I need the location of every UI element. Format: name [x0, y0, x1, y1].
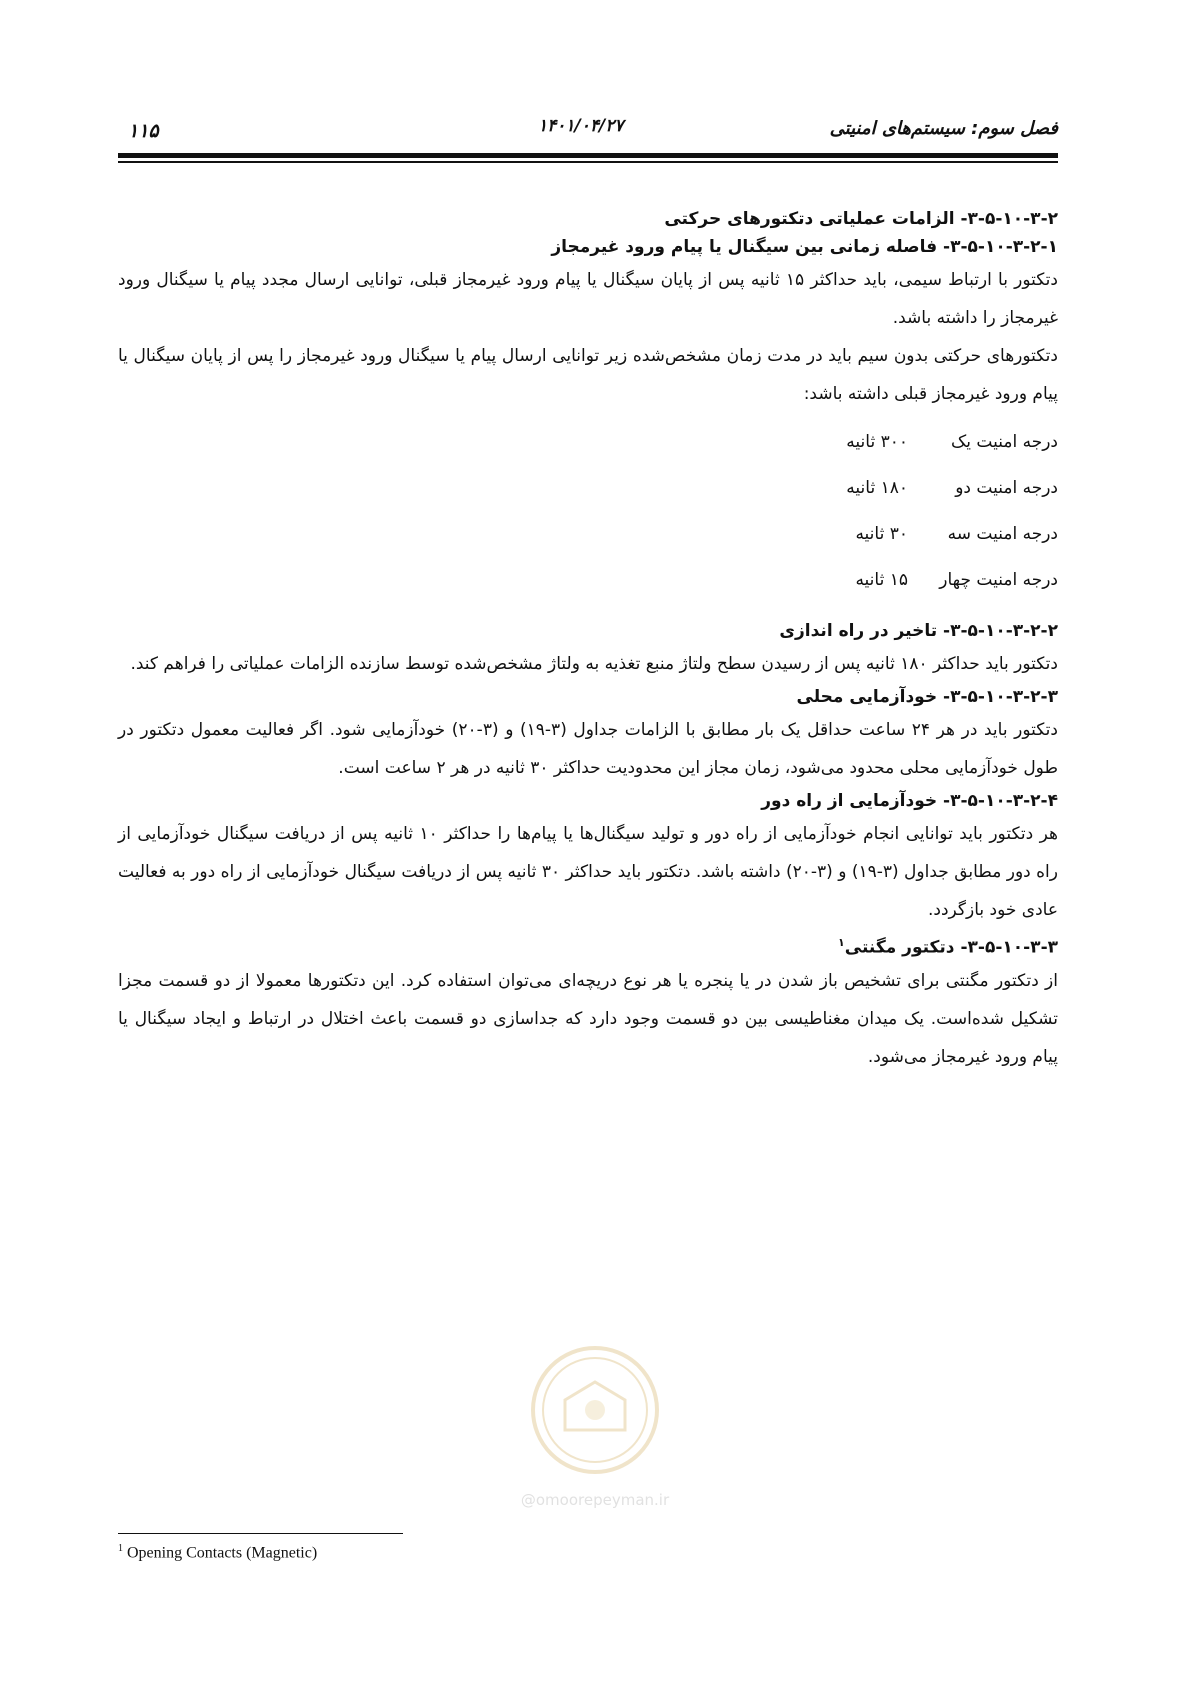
- grade-name: درجه امنیت یک: [951, 432, 1058, 452]
- footnote-number: 1: [118, 1543, 123, 1554]
- grade-name: درجه امنیت دو: [955, 478, 1058, 498]
- grade-row: [118, 511, 1058, 557]
- grade-value: ۱۵ ثانیه: [855, 570, 908, 590]
- chapter-title: فصل سوم: سیستم‌های امنیتی: [829, 118, 1058, 139]
- footnote-marker: ۱: [838, 936, 845, 949]
- document-body: [118, 205, 1058, 1076]
- footnote-rule: [118, 1533, 403, 1534]
- paragraph: از دتکتور مگنتی برای تشخیص باز شدن در یا پنجره یا هر نوع دریچه‌ای می‌توان استفاده کرد. این دتکتورها معمولا از دو قسمت مجزا تشکیل شده‌است. یک میدان مغناطیسی بین دو قسمت وجود دارد که جداسازی دو قسمت باعث اختلال در ارتباط و ایجاد سیگنال یا پیام ورود غیرمجاز می‌شود.: [118, 970, 1058, 1067]
- subsection-heading: ۳-۵-۱۰-۳-۲-۳- خودآزمایی محلی: [796, 687, 1058, 707]
- section-heading: [118, 929, 1058, 962]
- grade-name: درجه امنیت سه: [947, 524, 1058, 544]
- paragraph: دتکتورهای حرکتی بدون سیم باید در مدت زمان مشخص‌شده زیر توانایی ارسال پیام یا سیگنال ورود غیرمجاز را پس از پایان سیگنال یا پیام ورود غیرمجاز قبلی داشته باشد:: [118, 346, 1058, 404]
- subsection-heading: ۳-۵-۱۰-۳-۲-۲- تاخیر در راه اندازی: [779, 621, 1058, 641]
- watermark-logo: [495, 1330, 695, 1530]
- grade-row: [118, 557, 1058, 603]
- section-heading-text: ۳-۵-۱۰-۳-۳- دتکتور مگنتی: [844, 937, 1058, 958]
- page-number: ۱۱۵: [128, 120, 159, 142]
- paragraph: هر دتکتور باید توانایی انجام خودآزمایی از راه دور و تولید سیگنال‌ها یا پیام‌ها را حداکثر ۱۰ ثانیه پس از دریافت سیگنال خودآزمایی از راه دور مطابق جداول (۳-۱۹) و (۳-۲۰) داشته باشد. دتکتور باید حداکثر ۳۰ ثانیه پس از دریافت سیگنال خودآزمایی از راه دور به فعالیت عادی خود بازگردد.: [118, 824, 1058, 920]
- watermark-text: @omoorepeyman.ir: [520, 1491, 670, 1509]
- subsection-heading: ۳-۵-۱۰-۳-۲-۱- فاصله زمانی بین سیگنال یا پیام ورود غیرمجاز: [551, 237, 1058, 257]
- subsection-heading: ۳-۵-۱۰-۳-۲-۴- خودآزمایی از راه دور: [761, 791, 1058, 811]
- page-header: [118, 112, 1058, 152]
- footnote-text: Opening Contacts (Magnetic): [127, 1544, 318, 1562]
- grade-name: درجه امنیت چهار: [939, 570, 1058, 590]
- header-rule-thin: [118, 161, 1058, 163]
- paragraph: دتکتور باید در هر ۲۴ ساعت حداقل یک بار مطابق با الزامات جداول (۳-۱۹) و (۳-۲۰) خودآزمایی شود. اگر فعالیت معمول دتکتور در طول خودآزمایی محلی محدود می‌شود، زمان مجاز این محدودیت حداکثر ۳۰ ثانیه در هر ۲ ساعت است.: [118, 720, 1058, 778]
- grade-row: [118, 465, 1058, 511]
- section-heading: ۳-۵-۱۰-۳-۲- الزامات عملیاتی دتکتورهای حرکتی: [664, 209, 1058, 229]
- footnote: [118, 1543, 317, 1562]
- grade-value: ۳۰ ثانیه: [855, 524, 908, 544]
- security-grade-table: [118, 419, 1058, 603]
- grade-row: [118, 419, 1058, 465]
- header-date: ۱۴۰۱/۰۴/۲۷: [538, 116, 624, 136]
- paragraph: دتکتور باید حداکثر ۱۸۰ ثانیه پس از رسیدن سطح ولتاژ منبع تغذیه به ولتاژ مشخص‌شده توسط سازنده الزامات عملیاتی را فراهم کند.: [130, 654, 1058, 674]
- paragraph: دتکتور با ارتباط سیمی، باید حداکثر ۱۵ ثانیه پس از پایان سیگنال یا پیام ورود غیرمجاز قبلی، توانایی ارسال مجدد پیام یا سیگنال ورود غیرمجاز را داشته باشد.: [118, 270, 1058, 328]
- grade-value: ۳۰۰ ثانیه: [846, 432, 908, 452]
- header-rule-thick: [118, 153, 1058, 158]
- grade-value: ۱۸۰ ثانیه: [846, 478, 908, 498]
